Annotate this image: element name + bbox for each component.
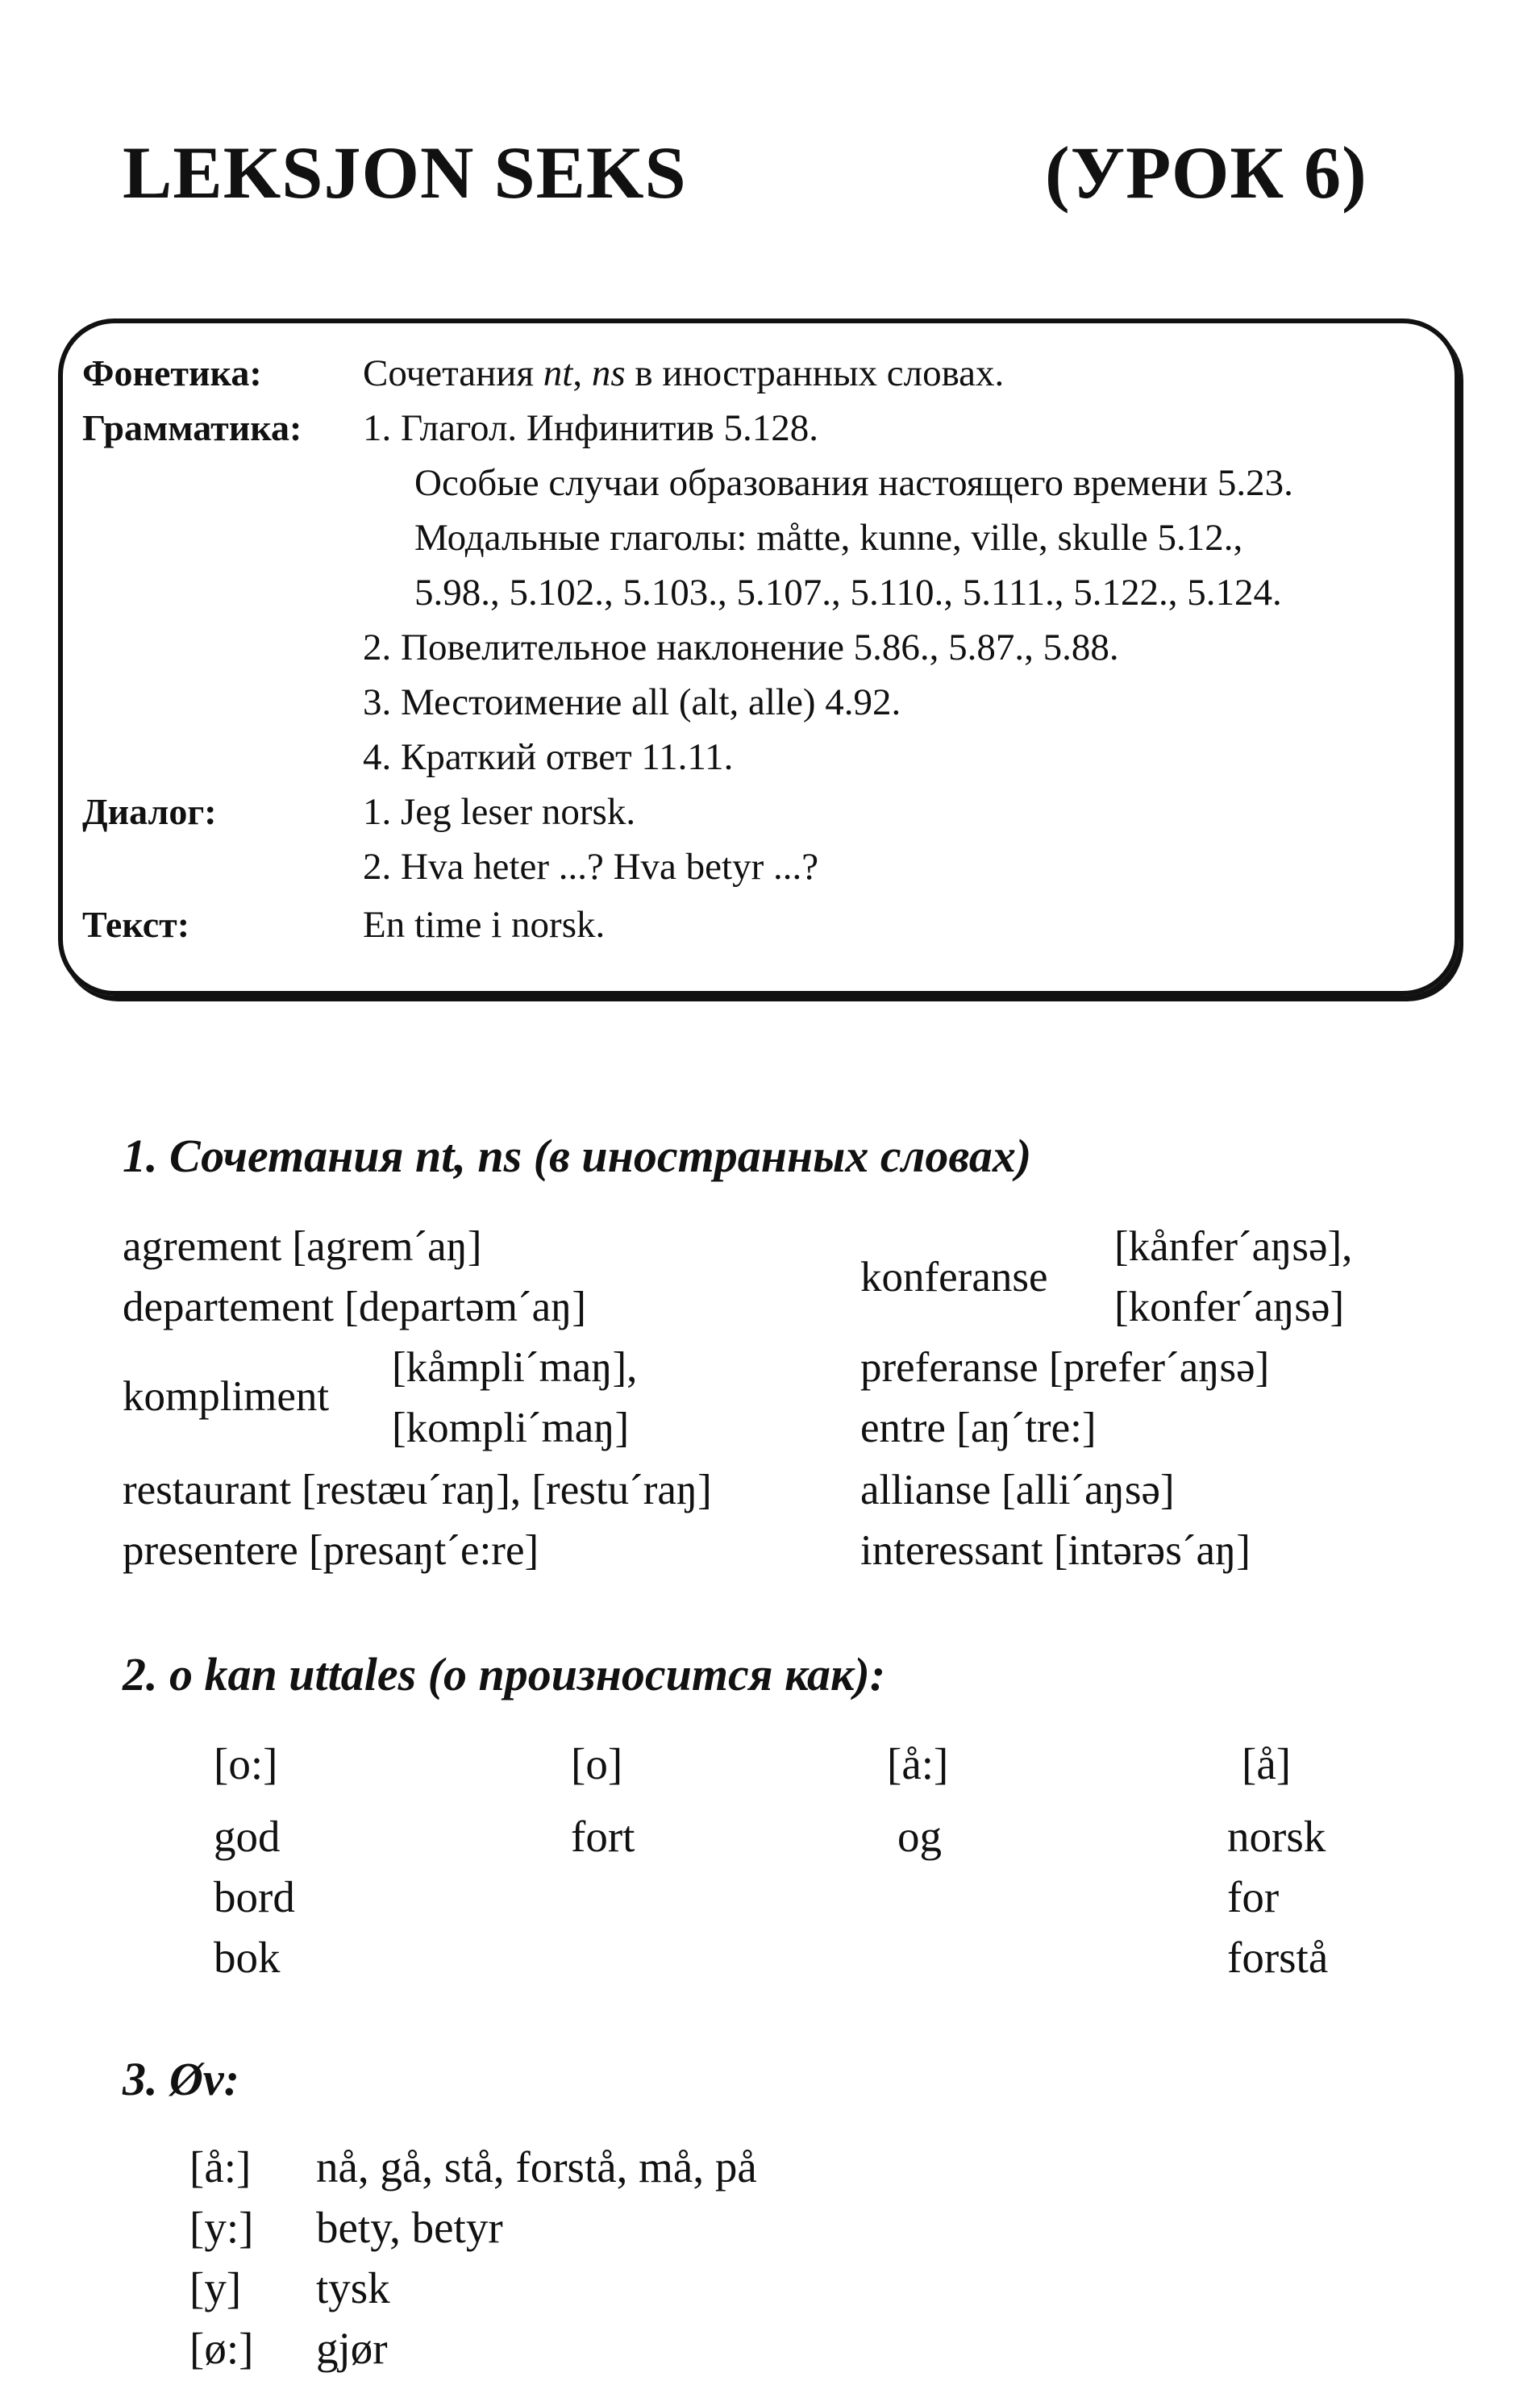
word-allianse: allianse [alli´aŋsə]: [860, 1467, 1175, 1513]
word-god: god: [214, 1812, 281, 1861]
dialog-line: 2. Hva heter ...? Hva betyr ...?: [363, 846, 819, 888]
word-interessant: interessant [intərəs´aŋ]: [860, 1527, 1251, 1574]
phonetics-label: Фонетика:: [82, 352, 262, 393]
exercise-words: gjør: [316, 2324, 388, 2373]
word-entre: entre [aŋ´tre:]: [860, 1405, 1097, 1451]
lesson-title: LEKSJON SEKS: [123, 131, 687, 214]
word-bord: bord: [214, 1872, 295, 1921]
grammar-line: 3. Местоимение all (alt, alle) 4.92.: [363, 681, 901, 723]
word-og: og: [897, 1812, 942, 1861]
phonetics-text-post: в иностранных словах.: [625, 352, 1005, 394]
grammar-line: Особые случаи образования настоящего времени 5.23.: [414, 462, 1293, 504]
phonetics-sep: ,: [572, 352, 592, 394]
word-forstaa: forstå: [1227, 1933, 1329, 1982]
text-label: Текст:: [82, 904, 190, 945]
exercise-sound: [å:]: [189, 2142, 252, 2192]
phonetics-text-pre: Сочетания: [363, 352, 543, 394]
grammar-line: 1. Глагол. Инфинитив 5.128.: [363, 407, 819, 449]
grammar-label: Грамматика:: [82, 407, 302, 448]
phonetics-ns: ns: [591, 352, 626, 394]
exercise-words: tysk: [316, 2263, 390, 2312]
transcription-kompliment-2: [kompli´maŋ]: [392, 1405, 630, 1451]
section-1-heading: 1. Сочетания nt, ns (в иностранных словах): [123, 1130, 1032, 1182]
transcription-konferanse-2: [konfer´aŋsə]: [1114, 1284, 1345, 1330]
word-norsk: norsk: [1227, 1812, 1326, 1861]
section-2-heading: 2. o kan uttales (o произносится как):: [123, 1648, 886, 1700]
exercise-sound: [y:]: [189, 2203, 254, 2252]
column-header-aa-short: [å]: [1242, 1739, 1292, 1788]
transcription-kompliment-1: [kåmpli´maŋ],: [392, 1344, 638, 1391]
word-departement: departement [departəm´aŋ]: [123, 1284, 587, 1330]
text-value: En time i norsk.: [363, 904, 606, 946]
word-for: for: [1227, 1872, 1280, 1921]
transcription-konferanse-1: [kånfer´aŋsə],: [1114, 1223, 1353, 1270]
word-konferanse: konferanse: [860, 1254, 1048, 1301]
phonetics-value: [363, 352, 1005, 394]
word-kompliment: kompliment: [123, 1373, 330, 1420]
section-3-heading: 3. Øv:: [123, 2053, 239, 2105]
word-bok: bok: [214, 1933, 281, 1982]
exercise-words: nå, gå, stå, forstå, må, på: [316, 2142, 757, 2192]
grammar-line: 2. Повелительное наклонение 5.86., 5.87., 5.88.: [363, 626, 1119, 668]
word-preferanse: preferanse [prefer´aŋsə]: [860, 1344, 1270, 1391]
column-header-o-short: [o]: [571, 1739, 623, 1788]
lesson-number: (УРОК 6): [1045, 131, 1367, 214]
grammar-line: 5.98., 5.102., 5.103., 5.107., 5.110., 5.111., 5.122., 5.124.: [414, 572, 1282, 614]
exercise-sound: [y]: [189, 2263, 242, 2312]
column-header-aa-long: [å:]: [887, 1739, 949, 1788]
dialog-label-text: Диалог:: [82, 791, 217, 832]
word-fort: fort: [571, 1812, 635, 1861]
dialog-label: [82, 793, 217, 830]
word-presentere: presentere [presaŋt´e:re]: [123, 1527, 539, 1574]
grammar-line: Модальные глаголы: måtte, kunne, ville, skulle 5.12.,: [414, 517, 1243, 559]
phonetics-nt: nt: [543, 352, 573, 394]
column-header-o-long: [o:]: [214, 1739, 278, 1788]
grammar-line: 4. Краткий ответ 11.11.: [363, 736, 734, 778]
exercise-sound: [ø:]: [189, 2324, 254, 2373]
exercise-words: bety, betyr: [316, 2203, 503, 2252]
word-restaurant: restaurant [restæu´raŋ], [restu´raŋ]: [123, 1467, 712, 1513]
word-agrement: agrement [agrem´aŋ]: [123, 1223, 482, 1270]
dialog-line: 1. Jeg leser norsk.: [363, 791, 636, 833]
